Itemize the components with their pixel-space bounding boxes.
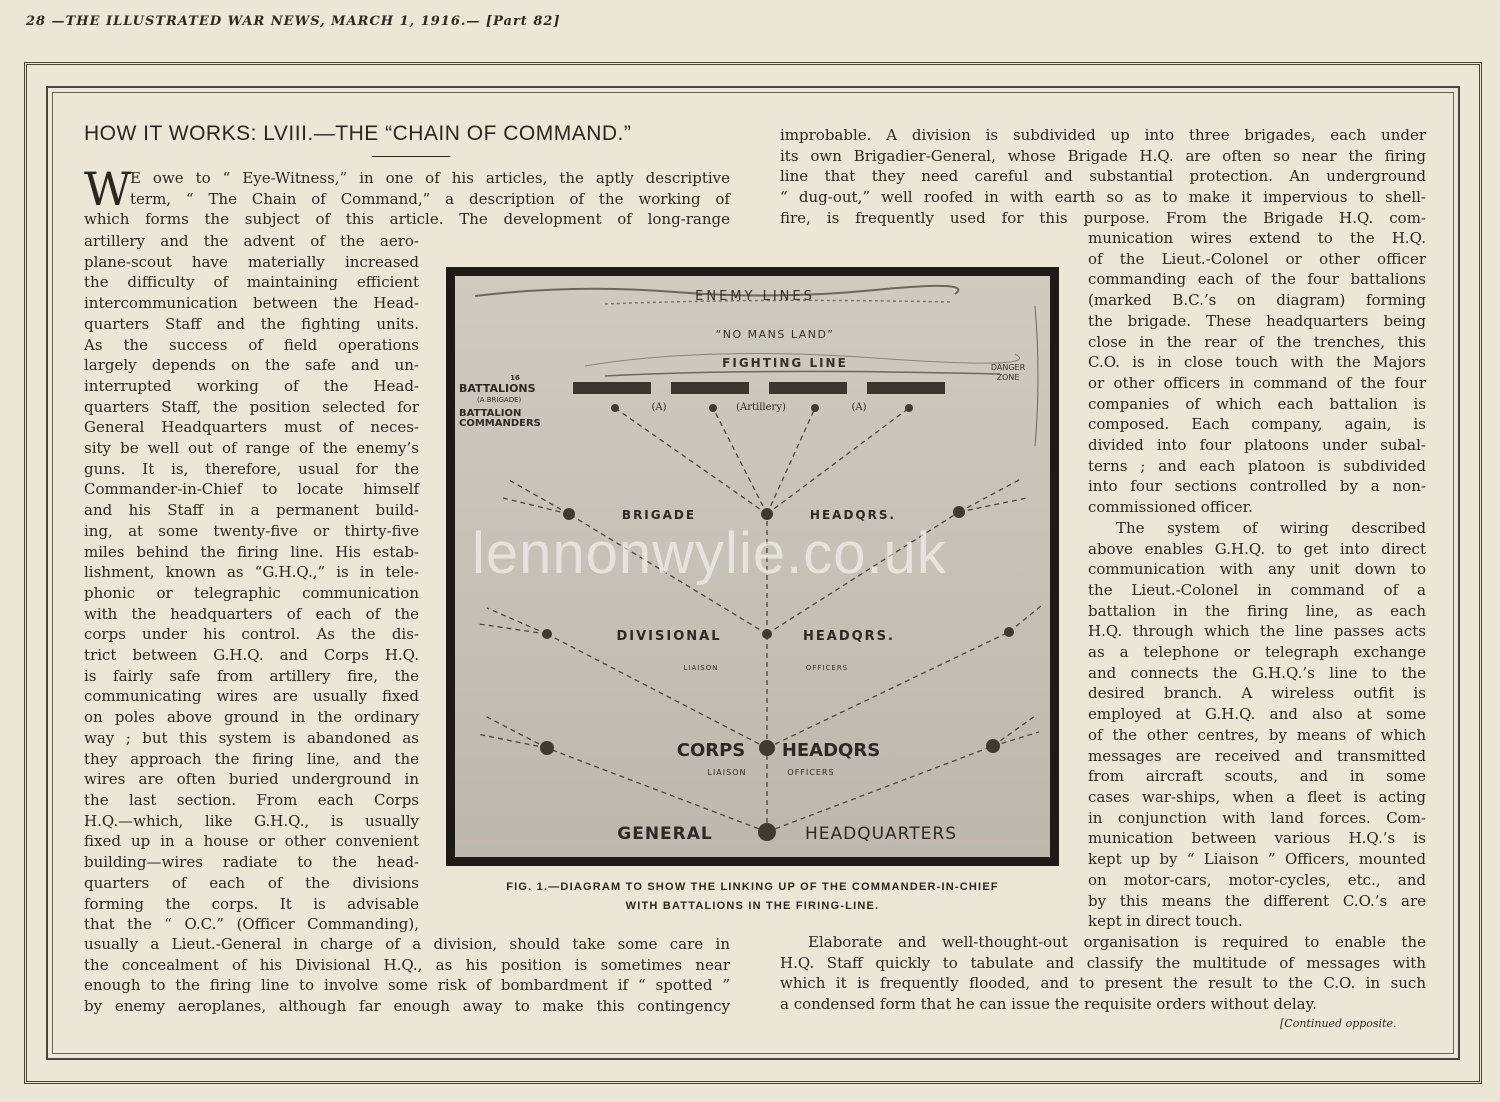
text-line: building—wires radiate to the head- [84,853,419,872]
label-danger: DANGER [990,363,1026,372]
text-line: messages are received and transmitted [1088,746,1426,765]
text-line: the concealment of his Divisional H.Q., as his position is sometimes near [84,955,730,974]
diagram-svg [455,276,1050,857]
text-line: communication with any unit down to [1088,560,1426,579]
text-line: in conjunction with land forces. Com- [1088,808,1426,827]
text-line: intercommunication between the Head- [84,294,419,313]
text-line: artillery and the advent of the aero- [84,232,419,250]
corps-node [986,739,1000,753]
label-fighting-line: FIGHTING LINE [722,356,848,370]
text-line: fixed up in a house or other convenient [84,832,419,851]
label-corps-hq: HEADQRS [781,740,881,761]
text-line: usually a Lieut.-General in charge of a division, should take some care in [84,935,730,953]
text-line: quarters Staff, the position selected for [84,397,419,416]
text-line: Commander-in-Chief to locate himself [84,480,419,499]
label-divisional-hq: HEADQRS. [803,629,895,644]
text-line: munication wires extend to the H.Q. [1088,229,1426,247]
text-line: term, “ The Chain of Command,” a description of the working of [130,189,730,208]
text-line: the brigade. These headquarters being [1088,311,1426,330]
battalion-block [769,382,847,394]
battalion-block [573,382,651,394]
brigade-node [761,508,773,520]
text-line: or other officers in command of the four [1088,373,1426,392]
drop-cap: W [84,162,132,216]
text-line: line that they need careful and substantial protection. An underground [780,167,1426,186]
text-line: H.Q. Staff quickly to tabulate and classify the multitude of messages with [780,953,1426,972]
battalion-node [709,404,717,412]
label-officers-2: OFFICERS [787,768,835,777]
text-line: interrupted working of the Head- [84,376,419,395]
text-line: desired branch. A wireless outfit is [1088,684,1426,703]
text-line: sity be well out of range of the enemy’s [84,439,419,458]
label-battalions: BATTALIONS [459,382,536,395]
chain-of-command-diagram [446,267,1059,866]
title-underline [372,156,450,157]
text-line: plane-scout have materially increased [84,252,419,271]
text-line: lishment, known as “G.H.Q.,” is in tele- [84,563,419,582]
text-line: largely depends on the safe and un- [84,356,419,375]
text-line: forming the corps. It is advisable [84,894,419,913]
text-line: Elaborate and well-thought-out organisation is required to enable the [808,933,1426,951]
text-line: quarters Staff and the fighting units. [84,314,419,333]
text-line: quarters of each of the divisions [84,873,419,892]
right-column-text [1088,228,1426,932]
text-line: commanding each of the four battalions [1088,270,1426,289]
division-node [542,629,552,639]
label-a-brigade: (A BRIGADE) [477,396,522,404]
right-paragraph-1 [1088,228,1426,518]
text-line: composed. Each company, again, is [1088,415,1426,434]
text-line: ing, at some twenty-five or thirty-five [84,521,419,540]
text-line: (marked B.C.’s on diagram) forming [1088,291,1426,310]
division-node [762,629,772,639]
text-line: into four sections controlled by a non- [1088,477,1426,496]
text-line: terns ; and each platoon is subdivided [1088,456,1426,475]
label-divisional: DIVISIONAL [616,629,722,644]
battalion-block [867,382,945,394]
text-line: H.Q. through which the line passes acts [1088,622,1426,641]
label-no-mans-land: “NO MANS LAND” [715,328,835,341]
label-artillery: (Artillery) [736,402,786,413]
battalion-node [811,404,819,412]
label-enemy-lines: ENEMY LINES [695,289,815,304]
text-line: which it is frequently flooded, and to present the result to the C.O. in such [780,974,1426,993]
text-line: miles behind the firing line. His estab- [84,542,419,561]
text-line: the last section. From each Corps [84,790,419,809]
text-line: phonic or telegraphic communication [84,583,419,602]
left-column-text [84,231,419,935]
text-line: the Lieut.-Colonel in command of a [1088,580,1426,599]
text-line: they approach the firing line, and the [84,749,419,768]
label-brigade: BRIGADE [621,508,697,522]
article-title: HOW IT WORKS: LVIII.—THE “CHAIN OF COMMAND.” [84,122,632,145]
text-line: as a telephone or telegraph exchange [1088,643,1426,662]
label-headquarters: HEADQUARTERS [804,824,958,844]
text-line: companies of which each battalion is [1088,394,1426,413]
text-line: which forms the subject of this article. The development of long-range [84,210,730,229]
battalion-block [671,382,749,394]
running-head: 28 —THE ILLUSTRATED WAR NEWS, MARCH 1, 1916.— [Part 82] [26,14,561,29]
caption-line: FIG. 1.—DIAGRAM TO SHOW THE LINKING UP OF THE COMMANDER-IN-CHIEF [506,881,999,893]
text-line: H.Q.—which, like G.H.Q., is usually [84,811,419,830]
text-line: by enemy aeroplanes, although far enough away to make this contingency [84,997,730,1016]
closing-paragraph [780,932,1426,1015]
text-line: by this means the different C.O.’s are [1088,891,1426,910]
brigade-node [953,506,965,518]
text-line: munication between various H.Q.’s is [1088,829,1426,848]
brigade-node [563,508,575,520]
text-line: improbable. A division is subdivided up into three brigades, each under [780,126,1426,144]
label-battalion: BATTALION [459,408,522,419]
text-line: is fairly safe from artillery fire, the [84,666,419,685]
caption-line: WITH BATTALIONS IN THE FIRING-LINE. [625,900,880,912]
figure-caption [446,878,1059,916]
text-line: that the “ O.C.” (Officer Commanding), [84,915,419,934]
text-line: divided into four platoons under subal- [1088,436,1426,455]
text-line: kept up by “ Liaison ” Officers, mounted [1088,850,1426,869]
text-line: cases war-ships, when a fleet is acting [1088,787,1426,806]
label-general: GENERAL [617,824,713,844]
battalion-node [905,404,913,412]
text-line: commissioned officer. [1088,498,1253,517]
text-line: of the Lieut.-Colonel or other officer [1088,249,1426,268]
text-line: on poles above ground in the ordinary [84,708,419,727]
battalion-node [611,404,619,412]
text-line: the difficulty of maintaining efficient [84,273,419,292]
text-line: employed at G.H.Q. and also at some [1088,705,1426,724]
text-line: trict between G.H.Q. and Corps H.Q. [84,646,419,665]
left-bottom-text [84,934,730,1017]
text-line: above enables G.H.Q. to get into direct [1088,539,1426,558]
text-line: from aircraft scouts, and in some [1088,767,1426,786]
text-line: a condensed form that he can issue the requisite orders without delay. [780,995,1317,1014]
label-zone: ZONE [996,373,1020,382]
label-officers-1: OFFICERS [805,664,849,672]
text-line: and his Staff in a permanent build- [84,501,419,520]
label-artillery-a-1: (A) [651,402,667,413]
text-line: on motor-cars, motor-cycles, etc., and [1088,870,1426,889]
text-line: General Headquarters must of neces- [84,418,419,437]
text-line: of the other centres, by means of which [1088,725,1426,744]
text-line: C.O. is in close touch with the Majors [1088,353,1426,372]
text-line: E owe to “ Eye-Witness,” in one of his articles, the aptly descriptive [130,169,730,187]
label-liaison-2: LIAISON [707,768,747,777]
text-line: its own Brigadier-General, whose Brigade H.Q. are often so near the firing [780,146,1426,165]
text-line: guns. It is, therefore, usual for the [84,459,419,478]
text-line: “ dug-out,” well roofed in with earth so as to make it impervious to shell- [780,188,1426,207]
label-artillery-a-2: (A) [851,402,867,413]
text-line: and connects the G.H.Q.’s line to the [1088,663,1426,682]
label-16: 16 [510,374,520,382]
text-line: communicating wires are usually fixed [84,687,419,706]
general-hq-node [758,823,776,841]
text-line: kept in direct touch. [1088,912,1243,931]
text-line: with the headquarters of each of the [84,604,419,623]
corps-node [759,740,775,756]
label-commanders: COMMANDERS [459,418,541,429]
text-line: The system of wiring described [1116,518,1426,537]
division-node [1004,627,1014,637]
right-paragraph-2 [1088,518,1426,932]
continued-note: [Continued opposite. [1280,1017,1397,1030]
right-top-text [780,125,1426,229]
text-line: wires are often buried underground in [84,770,419,789]
text-line: way ; but this system is abandoned as [84,728,419,747]
label-liaison-1: LIAISON [683,664,719,672]
text-line: battalion in the firing line, as each [1088,601,1426,620]
label-corps: CORPS [676,740,746,761]
text-line: enough to the firing line to involve some risk of bombardment if “ spotted ” [84,976,730,995]
label-brigade-hq: HEADQRS. [809,508,897,522]
text-line: As the success of field operations [84,335,419,354]
corps-node [540,741,554,755]
text-line: close in the rear of the trenches, this [1088,332,1426,351]
text-line: corps under his control. As the dis- [84,625,419,644]
text-line: fire, is frequently used for this purpose. From the Brigade H.Q. com- [780,208,1426,227]
opening-paragraph [84,168,730,230]
watermark: lennonwylie.co.uk [472,521,947,586]
